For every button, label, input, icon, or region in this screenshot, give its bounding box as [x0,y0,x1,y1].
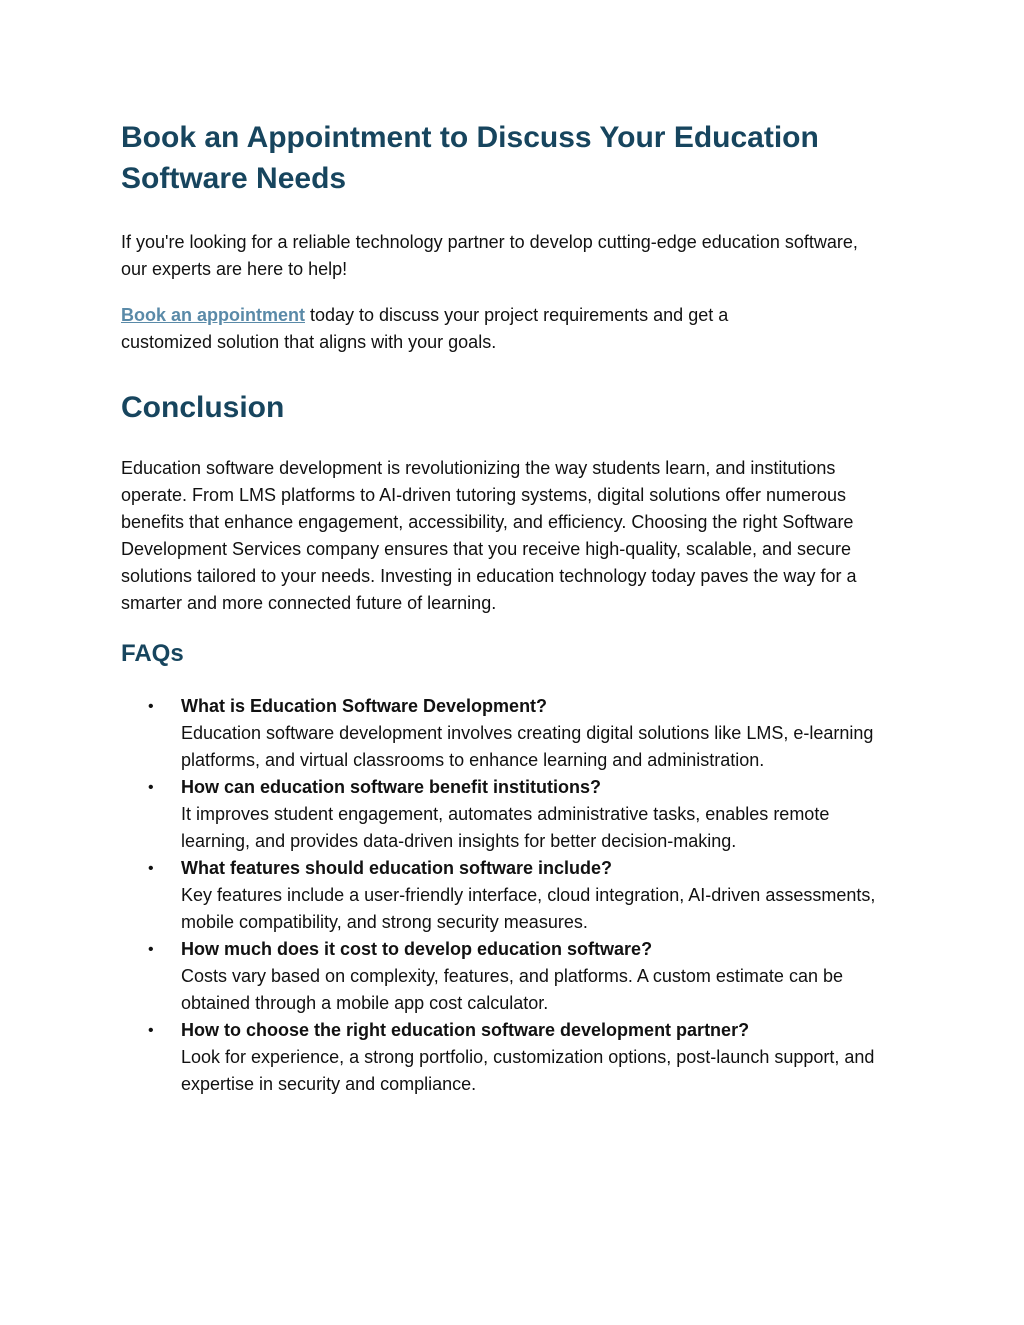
faqs-heading: FAQs [121,640,184,667]
appointment-paragraph [121,302,821,356]
document-page [121,117,911,1098]
faq-item [121,693,901,774]
faq-item [121,774,901,855]
conclusion-paragraph: Education software development is revolutionizing the way students learn, and institutions operate. From LMS platforms to AI-driven tutoring systems, digital solutions offer numerous benefits that enhance engagement, accessibility, and efficiency. Choosing the right Software Development Services company ensures that you receive high-quality, scalable, and secure solutions tailored to your needs. Investing in education technology today paves the way for a smarter and more connected future of learning. [121,458,857,613]
bullet-icon: • [148,860,154,877]
faq-question: What is Education Software Development? [181,696,548,716]
faq-answer: Costs vary based on complexity, features, and platforms. A custom estimate can be obtained through a mobile app cost calculator. [181,966,843,1013]
faq-item [121,936,911,1017]
faq-question: How can education software benefit institutions? [181,777,602,797]
bullet-icon: • [148,1022,154,1039]
faq-item [121,855,881,936]
faq-question: What features should education software include? [181,858,613,878]
faq-answer: Education software development involves creating digital solutions like LMS, e-learning platforms, and virtual classrooms to enhance learning and administration. [181,723,874,770]
bullet-icon: • [148,941,154,958]
faq-answer: Key features include a user-friendly interface, cloud integration, AI-driven assessments, mobile compatibility, and strong security measures. [181,885,876,932]
page-title: Book an Appointment to Discuss Your Education Software Needs [121,121,819,195]
faq-answer: It improves student engagement, automates administrative tasks, enables remote learning, and provides data-driven insights for better decision-making. [181,804,830,851]
faq-item [121,1017,901,1098]
faq-question: How much does it cost to develop education software? [181,939,653,959]
bullet-icon: • [148,779,154,796]
faq-answer: Look for experience, a strong portfolio, customization options, post-launch support, and expertise in security and compliance. [181,1047,875,1094]
intro-paragraph: If you're looking for a reliable technology partner to develop cutting-edge education software, our experts are here to help! [121,232,858,279]
book-appointment-link[interactable]: Book an appointment [121,305,305,325]
faq-list [121,693,911,1098]
faq-question: How to choose the right education software development partner? [181,1020,750,1040]
conclusion-heading: Conclusion [121,391,285,424]
appointment-text: today to discuss your project requirements and get a customized solution that aligns with your goals. [121,305,729,352]
bullet-icon: • [148,698,154,715]
